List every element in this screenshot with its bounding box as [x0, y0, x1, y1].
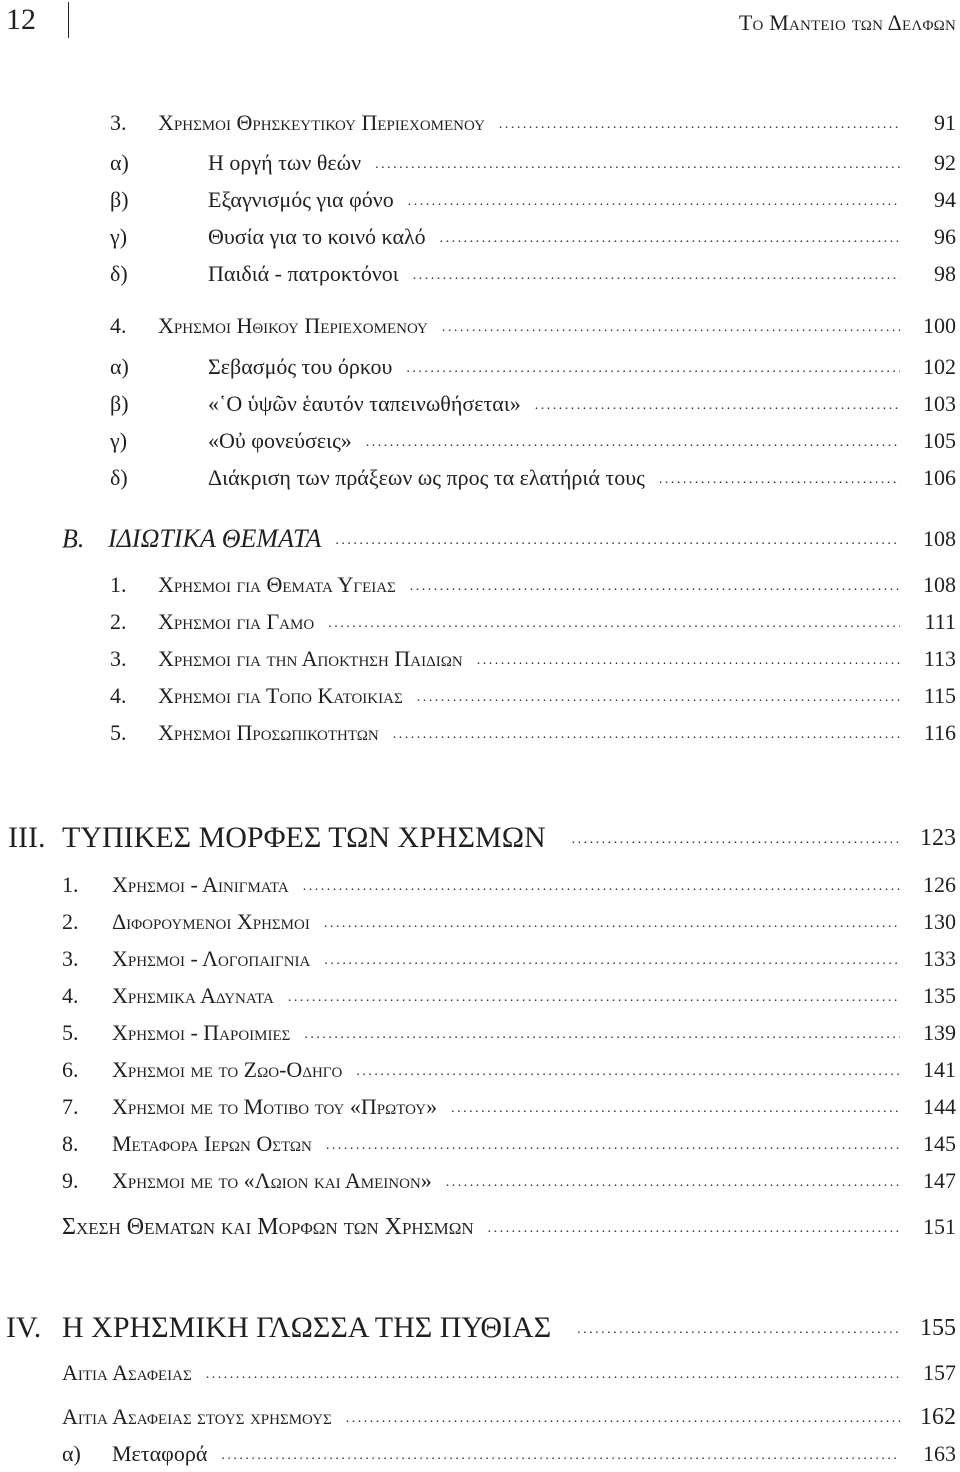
dot-leader [659, 472, 900, 488]
toc-entry-page: 113 [923, 646, 956, 671]
toc-entry-title: Παιδιά - πατροκτόνοι [208, 261, 399, 286]
toc-entry-title: Χρησμοι Θρησκευτικου Περιεχομενου [158, 110, 485, 135]
toc-entry-number: 3. [110, 646, 127, 671]
toc-entry [62, 1163, 956, 1199]
dot-leader [346, 1411, 900, 1427]
toc-entry-page: 139 [923, 1020, 956, 1045]
toc-entry-number: 4. [62, 983, 79, 1008]
toc-entry [110, 105, 956, 141]
dot-leader [413, 268, 900, 284]
dot-leader [406, 361, 900, 377]
toc-entry-title: Μεταφορα Ιερων Οστων [112, 1131, 312, 1156]
dot-leader [393, 727, 900, 743]
toc-entry-number: α) [110, 150, 129, 175]
toc-entry [8, 820, 956, 856]
dot-leader [356, 1064, 900, 1080]
toc-entry [62, 1015, 956, 1051]
toc-entry [62, 941, 956, 977]
toc-entry-title: Σεβασμός του όρκου [208, 354, 393, 379]
toc-entry-number: 5. [110, 720, 127, 745]
dot-leader [417, 690, 900, 706]
toc-entry-page: 96 [934, 224, 956, 249]
toc-entry-page: 144 [923, 1094, 956, 1119]
dot-leader [288, 990, 900, 1006]
toc-entry-page: 162 [920, 1403, 956, 1430]
dot-leader [477, 653, 900, 669]
toc-entry [110, 145, 956, 181]
toc-entry-page: 115 [923, 683, 956, 708]
toc-entry [110, 604, 956, 640]
toc-entry-title: ΤΥΠΙΚΕΣ ΜΟΡΦΕΣ ΤΩΝ ΧΡΗΣΜΩΝ [62, 821, 546, 854]
dot-leader [488, 1221, 900, 1237]
toc-entry-title: Αιτια Ασαφειας στους χρησμους [62, 1404, 332, 1429]
dot-leader [577, 1322, 900, 1338]
toc-entry-page: 111 [924, 609, 956, 634]
dot-leader [303, 879, 900, 895]
dot-leader [408, 194, 900, 210]
dot-leader [335, 533, 900, 549]
toc-entry-title: Αιτια Ασαφειας [62, 1360, 192, 1385]
toc-entry-number: α) [110, 354, 129, 379]
toc-entry-title: Χρησμοι για Τοπο Κατοικιας [158, 683, 403, 708]
toc-entry [110, 678, 956, 714]
dot-leader [324, 953, 900, 969]
toc-entry [110, 182, 956, 218]
toc-entry-title: Χρησμοι - Αινιγματα [112, 872, 289, 897]
dot-leader [304, 1027, 900, 1043]
toc-entry-title: Χρησμοι για Θεματα Υγειας [158, 572, 396, 597]
toc-entry [110, 423, 956, 459]
toc-entry-title: Χρησμοι για την Αποκτηση Παιδιων [158, 646, 463, 671]
toc-entry-page: 108 [923, 526, 956, 551]
toc-entry-title: ΙΔΙΩΤΙΚΑ ΘΕΜΑΤΑ [108, 524, 322, 553]
toc-entry-page: 157 [923, 1360, 956, 1385]
toc-entry [110, 256, 956, 292]
dot-leader [326, 1138, 900, 1154]
toc-entry [6, 1310, 956, 1346]
toc-entry-number: 5. [62, 1020, 79, 1045]
toc-entry-title: Χρησμοι με το Μοτιβο του «Πρωτου» [112, 1094, 438, 1119]
toc-entry-number: β) [110, 391, 129, 416]
dot-leader [328, 616, 900, 632]
toc-entry-title: Χρησμοι - Παροιμιες [112, 1020, 291, 1045]
toc-entry-page: 151 [923, 1214, 956, 1239]
toc-entry [62, 867, 956, 903]
toc-entry-page: 105 [923, 428, 956, 453]
toc-entry-number: γ) [110, 224, 128, 249]
toc-entry [110, 386, 956, 422]
toc-entry-number: III. [8, 821, 46, 854]
toc-entry [62, 904, 956, 940]
toc-entry-number: 9. [62, 1168, 79, 1193]
toc-entry-page: 135 [923, 983, 956, 1008]
dot-leader [572, 832, 900, 848]
toc-entry-page: 102 [923, 354, 956, 379]
toc-entry-page: 133 [923, 946, 956, 971]
toc-entry-page: 103 [923, 391, 956, 416]
toc-entry [62, 1209, 956, 1245]
toc-entry [110, 715, 956, 751]
toc-entry-page: 123 [920, 824, 956, 851]
toc-entry-page: 106 [923, 465, 956, 490]
dot-leader [221, 1448, 900, 1464]
toc-entry-page: 100 [923, 313, 956, 338]
toc-entry-title: Διάκριση των πράξεων ως προς τα ελατήριά τους [208, 465, 645, 490]
page-number: 12 [6, 3, 36, 36]
dot-leader [446, 1175, 900, 1191]
toc-entry-title: Διφορουμενοι Χρησμοι [112, 909, 310, 934]
toc-entry-title: Χρησμοι με το Ζωο-Οδηγο [112, 1057, 343, 1082]
toc-entry [62, 1052, 956, 1088]
toc-entry-number: 2. [62, 909, 79, 934]
toc-entry-title: Μεταφορά [112, 1441, 208, 1466]
toc-entry-number: 4. [110, 313, 127, 338]
toc-entry-number: γ) [110, 428, 128, 453]
toc-entry [110, 349, 956, 385]
toc-entry-number: 7. [62, 1094, 79, 1119]
toc-entry [110, 567, 956, 603]
toc-entry-number: 3. [110, 110, 127, 135]
toc-entry-title: Χρησμοι με το «Λωιον και Αμεινον» [112, 1168, 432, 1193]
toc-entry-number: 1. [110, 572, 127, 597]
toc-entry [110, 460, 956, 496]
toc-entry [62, 1089, 956, 1125]
dot-leader [499, 117, 900, 133]
toc-entry-number: α) [62, 1441, 81, 1466]
toc-entry [110, 308, 956, 344]
toc-entry-page: 116 [923, 720, 956, 745]
toc-entry-number: β) [110, 187, 129, 212]
toc-entry-number: Β. [62, 524, 85, 553]
toc-entry-number: IV. [6, 1311, 42, 1344]
toc-entry-title: Θυσία για το κοινό καλό [208, 224, 426, 249]
toc-entry-page: 92 [934, 150, 956, 175]
toc-entry-title: «῾Ο ὑψῶν ἑαυτόν ταπεινωθήσεται» [208, 391, 521, 416]
dot-leader [206, 1367, 900, 1383]
toc-entry [62, 1126, 956, 1162]
toc-entry-page: 147 [923, 1168, 956, 1193]
toc-entry [62, 978, 956, 1014]
toc-entry-page: 91 [934, 110, 956, 135]
dot-leader [366, 435, 900, 451]
running-title: Το Μαντειο των Δελφων [738, 10, 956, 35]
toc-entry [62, 1399, 956, 1435]
dot-leader [375, 157, 900, 173]
toc-entry [110, 219, 956, 255]
toc-entry-number: 2. [110, 609, 127, 634]
toc-entry-page: 145 [923, 1131, 956, 1156]
toc-entry-page: 108 [923, 572, 956, 597]
toc-entry-number: 8. [62, 1131, 79, 1156]
toc-entry-page: 94 [934, 187, 956, 212]
toc-entry-title: Η οργή των θεών [208, 150, 362, 175]
toc-entry-title: Η ΧΡΗΣΜΙΚΗ ΓΛΩΣΣΑ ΤΗΣ ΠΥΘΙΑΣ [62, 1311, 552, 1344]
toc-entry-title: Χρησμοι Ηθικου Περιεχομενου [158, 313, 428, 338]
dot-leader [410, 579, 900, 595]
dot-leader [324, 916, 900, 932]
toc-entry-title: Χρησμοι για Γαμο [158, 609, 315, 634]
toc-entry-number: δ) [110, 465, 128, 490]
toc-entry-title: «Οὐ φονεύσεις» [208, 428, 352, 453]
toc-entry-title: Εξαγνισμός για φόνο [208, 187, 394, 212]
toc-entry-page: 126 [923, 872, 956, 897]
toc-entry [62, 1436, 956, 1472]
toc-entry-page: 155 [920, 1314, 956, 1341]
dot-leader [451, 1101, 900, 1117]
dot-leader [442, 320, 900, 336]
toc-entry-number: 3. [62, 946, 79, 971]
toc-entry [62, 1355, 956, 1391]
toc-entry-number: δ) [110, 261, 128, 286]
toc-entry-number: 6. [62, 1057, 79, 1082]
toc-entry-title: Χρησμοι Προσωπικοτητων [158, 720, 379, 745]
toc-entry-title: Σχεση Θεματων και Μορφων των Χρησμων [62, 1213, 474, 1240]
toc-entry-title: Χρησμοι - Λογοπαιγνια [112, 946, 311, 971]
toc-entry-number: 4. [110, 683, 127, 708]
toc-entry [110, 641, 956, 677]
toc-entry-page: 163 [923, 1441, 956, 1466]
dot-leader [440, 231, 900, 247]
toc-entry-page: 98 [934, 261, 956, 286]
toc-entry-page: 141 [923, 1057, 956, 1082]
toc-entry-page: 130 [923, 909, 956, 934]
dot-leader [535, 398, 900, 414]
toc-entry [62, 521, 956, 557]
toc-entry-title: Χρησμικα Αδυνατα [112, 983, 274, 1008]
toc-entry-number: 1. [62, 872, 79, 897]
